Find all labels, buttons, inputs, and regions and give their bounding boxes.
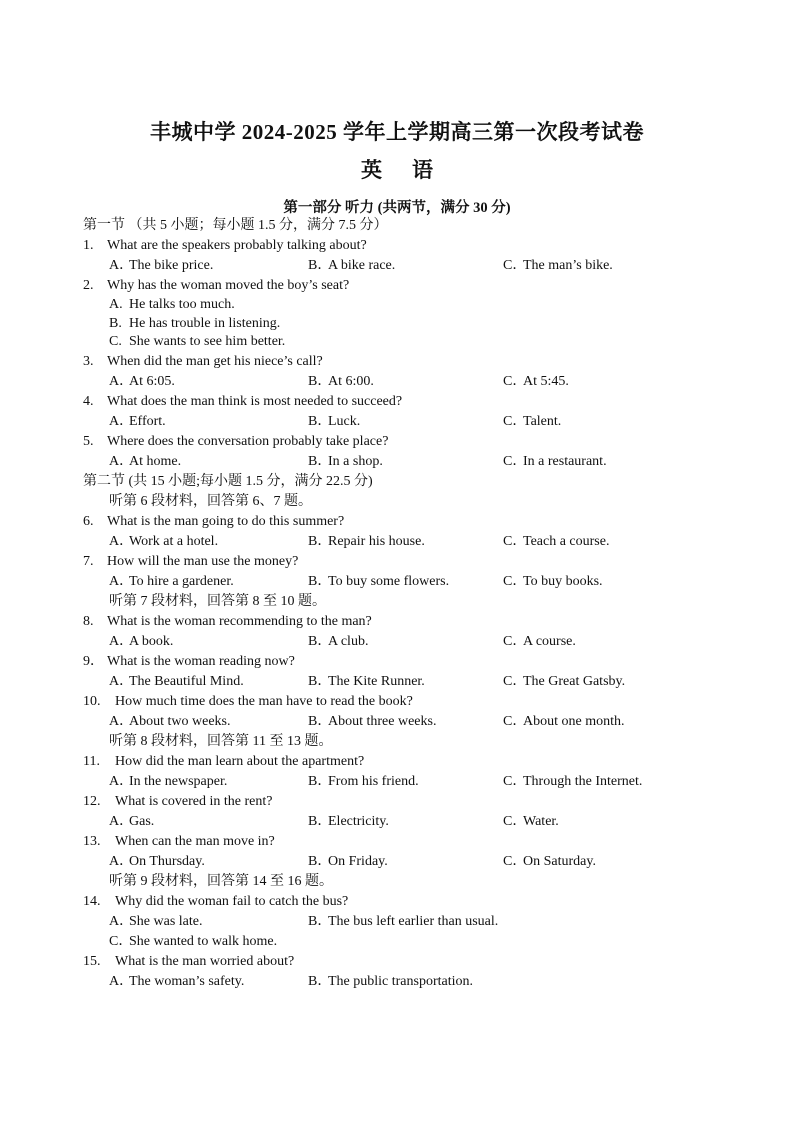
question-number: 13. xyxy=(83,833,101,849)
option-b: B．The public transportation. xyxy=(308,973,474,989)
question-text: Why has the woman moved the boy’s seat? xyxy=(107,278,350,293)
question-list xyxy=(83,216,763,992)
part-one-header: 第一部分 听力 (共两节，满分 30 分) xyxy=(283,200,511,216)
section-two-header: 第二节 (共 15 小题;每小题 1.5 分，满分 22.5 分) xyxy=(83,473,373,489)
option-a: A. He talks too much. xyxy=(109,297,235,312)
subject-char-2: 语 xyxy=(412,158,433,182)
option-b: B．Repair his house. xyxy=(308,533,425,549)
question-12 xyxy=(83,792,763,812)
option-b: B．The bus left earlier than usual. xyxy=(308,913,499,929)
question-15 xyxy=(83,952,763,972)
subject-title xyxy=(0,154,794,184)
option-a: A．At 6:05. xyxy=(109,373,175,389)
option-b: B．A club. xyxy=(308,633,369,649)
question-number: 11. xyxy=(83,753,100,769)
question-text: Where does the conversation probably take place? xyxy=(107,433,389,449)
option-a: A．To hire a gardener. xyxy=(109,573,234,589)
option-c: C．The Great Gatsby. xyxy=(503,673,626,689)
question-7-options xyxy=(83,572,763,592)
question-10 xyxy=(83,692,763,712)
option-c: C. She wants to see him better. xyxy=(109,334,286,349)
question-4 xyxy=(83,392,763,412)
option-b: B．From his friend. xyxy=(308,773,419,789)
question-number: 9． xyxy=(83,653,104,669)
question-text: Why did the woman fail to catch the bus? xyxy=(115,893,349,909)
question-number: 1. xyxy=(83,238,94,253)
question-number: 10. xyxy=(83,693,101,709)
question-text: How will the man use the money? xyxy=(107,553,299,569)
question-number: 14. xyxy=(83,893,101,909)
option-a: A．Effort. xyxy=(109,413,166,429)
option-b: B. He has trouble in listening. xyxy=(109,315,281,331)
question-text: What is the woman recommending to the man? xyxy=(107,613,372,629)
question-text: When can the man move in? xyxy=(115,833,275,849)
question-2-option-c xyxy=(83,333,763,352)
section-one-header: 第一节 （共 5 小题；每小题 1.5 分，满分 7.5 分） xyxy=(83,218,388,233)
option-c: C．The man’s bike. xyxy=(503,258,613,273)
question-number: 8. xyxy=(83,613,94,629)
option-a: A．At home. xyxy=(109,453,182,469)
option-b: B．To buy some flowers. xyxy=(308,573,450,589)
question-10-options xyxy=(83,712,763,732)
question-14-options-ab xyxy=(83,912,763,932)
question-12-options xyxy=(83,812,763,832)
question-text: What is the man worried about? xyxy=(115,953,295,969)
question-text: How did the man learn about the apartment? xyxy=(115,753,365,769)
question-13-options xyxy=(83,852,763,872)
option-c: C．Teach a course. xyxy=(503,533,610,549)
question-9-options xyxy=(83,672,763,692)
material-8-instruction: 听第 8 段材料，回答第 11 至 13 题。 xyxy=(109,733,333,749)
question-number: 5. xyxy=(83,433,94,449)
option-a: A．Gas. xyxy=(109,813,155,829)
question-1-options xyxy=(83,256,763,276)
question-11-options xyxy=(83,772,763,792)
question-15-options xyxy=(83,972,763,992)
question-number: 15. xyxy=(83,953,101,969)
option-a: A．In the newspaper. xyxy=(109,773,228,789)
option-b: B．In a shop. xyxy=(308,453,383,469)
option-a: A．The woman’s safety. xyxy=(109,973,245,989)
option-c: C．At 5:45. xyxy=(503,373,569,389)
question-text: What are the speakers probably talking about? xyxy=(107,238,367,253)
question-text: How much time does the man have to read the book? xyxy=(115,693,413,709)
option-a: A．A book. xyxy=(109,633,174,649)
option-c: C．About one month. xyxy=(503,713,625,729)
question-number: 2. xyxy=(83,278,94,293)
question-number: 7. xyxy=(83,553,94,569)
option-b: B．Luck. xyxy=(308,413,361,429)
question-1 xyxy=(83,236,763,256)
option-a: A．She was late. xyxy=(109,913,203,929)
option-b: B．The Kite Runner. xyxy=(308,673,425,689)
option-a: A．The bike price. xyxy=(109,258,214,273)
option-c: C．To buy books. xyxy=(503,573,603,589)
question-number: 4. xyxy=(83,393,94,409)
question-4-options xyxy=(83,412,763,432)
material-6-instruction: 听第 6 段材料，回答第 6、7 题。 xyxy=(109,493,312,509)
question-5-options xyxy=(83,452,763,472)
question-2-option-b xyxy=(83,315,763,334)
option-c: C．On Saturday. xyxy=(503,853,596,869)
question-14 xyxy=(83,892,763,912)
question-number: 12. xyxy=(83,793,101,809)
question-2-option-a xyxy=(83,296,763,315)
option-b: B．At 6:00. xyxy=(308,373,374,389)
option-c: C．She wanted to walk home. xyxy=(109,933,278,949)
question-text: What is covered in the rent? xyxy=(115,793,273,809)
subject-char-1: 英 xyxy=(361,158,382,182)
question-3-options xyxy=(83,372,763,392)
exam-title: 丰城中学 2024-2025 学年上学期高三第一次段考试卷 xyxy=(150,120,644,144)
question-text: What is the man going to do this summer? xyxy=(107,513,345,529)
option-c: C．In a restaurant. xyxy=(503,453,607,469)
option-a: A．Work at a hotel. xyxy=(109,533,219,549)
option-a: A．About two weeks. xyxy=(109,713,231,729)
option-c: C．Talent. xyxy=(503,413,562,429)
question-9 xyxy=(83,652,763,672)
option-a: A．The Beautiful Mind. xyxy=(109,673,244,689)
question-11 xyxy=(83,752,763,772)
question-number: 3. xyxy=(83,353,94,369)
option-c: C．Through the Internet. xyxy=(503,773,643,789)
question-6 xyxy=(83,512,763,532)
question-number: 6. xyxy=(83,513,94,529)
question-13 xyxy=(83,832,763,852)
option-b: B．On Friday. xyxy=(308,853,388,869)
option-b: B．A bike race. xyxy=(308,258,396,273)
question-8 xyxy=(83,612,763,632)
question-text: What does the man think is most needed to succeed? xyxy=(107,393,403,409)
question-text: What is the woman reading now? xyxy=(107,653,295,669)
option-a: A．On Thursday. xyxy=(109,853,205,869)
question-5 xyxy=(83,432,763,452)
material-9-instruction: 听第 9 段材料，回答第 14 至 16 题。 xyxy=(109,873,333,889)
question-14-option-c xyxy=(83,932,763,952)
question-3 xyxy=(83,352,763,372)
question-8-options xyxy=(83,632,763,652)
option-c: C．Water. xyxy=(503,813,559,829)
question-6-options xyxy=(83,532,763,552)
question-7 xyxy=(83,552,763,572)
material-7-instruction: 听第 7 段材料，回答第 8 至 10 题。 xyxy=(109,593,326,609)
option-b: B．About three weeks. xyxy=(308,713,437,729)
option-b: B．Electricity. xyxy=(308,813,389,829)
question-2 xyxy=(83,276,763,296)
option-c: C．A course. xyxy=(503,633,576,649)
question-text: When did the man get his niece’s call? xyxy=(107,353,323,369)
